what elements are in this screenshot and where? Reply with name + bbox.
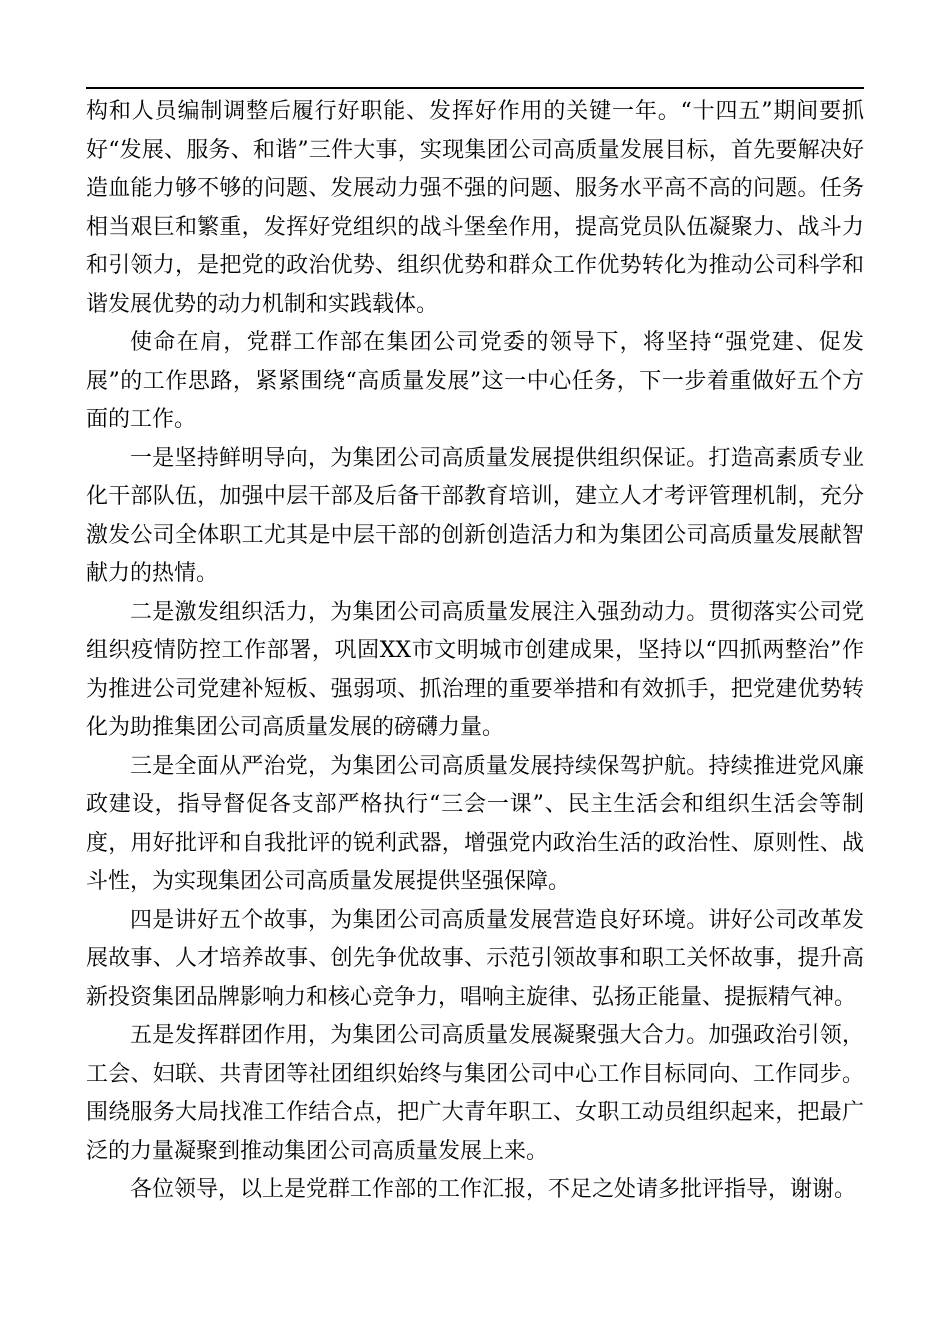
document-body	[86, 93, 864, 1210]
paragraph-point-four: 四是讲好五个故事，为集团公司高质量发展营造良好环境。讲好公司改革发展故事、人才培养故事、创先争优故事、示范引领故事和职工关怀故事，提升高新投资集团品牌影响力和核心竞争力，唱响主旋律、弘扬正能量、提振精气神。	[86, 907, 864, 1010]
paragraph-mission: 使命在肩，党群工作部在集团公司党委的领导下，将坚持“强党建、促发展”的工作思路，紧紧围绕“高质量发展”这一中心任务，下一步着重做好五个方面的工作。	[86, 330, 864, 432]
paragraph-point-three: 三是全面从严治党，为集团公司高质量发展持续保驾护航。持续推进党风廉政建设，指导督促各支部严格执行“三会一课”、民主生活会和组织生活会等制度，用好批评和自我批评的锐利武器，增强党内政治生活的政治性、原则性、战斗性，为实现集团公司高质量发展提供坚强保障。	[86, 753, 864, 894]
paragraph-continuation: 构和人员编制调整后履行好职能、发挥好作用的关键一年。“十四五”期间要抓好“发展、服务、和谐”三件大事，实现集团公司高质量发展目标，首先要解决好造血能力够不够的问题、发展动力强不强的问题、服务水平高不高的问题。任务相当艰巨和繁重，发挥好党组织的战斗堡垒作用，提高党员队伍凝聚力、战斗力和引领力，是把党的政治优势、组织优势和群众工作优势转化为推动公司科学和谐发展优势的动力机制和实践载体。	[86, 99, 864, 317]
header-rule	[86, 87, 864, 89]
paragraph-point-five: 五是发挥群团作用，为集团公司高质量发展凝聚强大合力。加强政治引领，工会、妇联、共青团等社团组织始终与集团公司中心工作目标同向、工作同步。围绕服务大局找准工作结合点，把广大青年职工、女职工动员组织起来，把最广泛的力量凝聚到推动集团公司高质量发展上来。	[86, 1023, 864, 1164]
paragraph-point-one: 一是坚持鲜明导向，为集团公司高质量发展提供组织保证。打造高素质专业化干部队伍，加强中层干部及后备干部教育培训，建立人才考评管理机制，充分激发公司全体职工尤其是中层干部的创新创造活力和为集团公司高质量发展献智献力的热情。	[86, 445, 864, 586]
paragraph-closing: 各位领导，以上是党群工作部的工作汇报，不足之处请多批评指导，谢谢。	[130, 1177, 857, 1202]
paragraph-point-two: 二是激发组织活力，为集团公司高质量发展注入强劲动力。贯彻落实公司党组织疫情防控工作部署，巩固XX市文明城市创建成果，坚持以“四抓两整治”作为推进公司党建补短板、强弱项、抓治理的重要举措和有效抓手，把党建优势转化为助推集团公司高质量发展的磅礴力量。	[86, 599, 864, 740]
